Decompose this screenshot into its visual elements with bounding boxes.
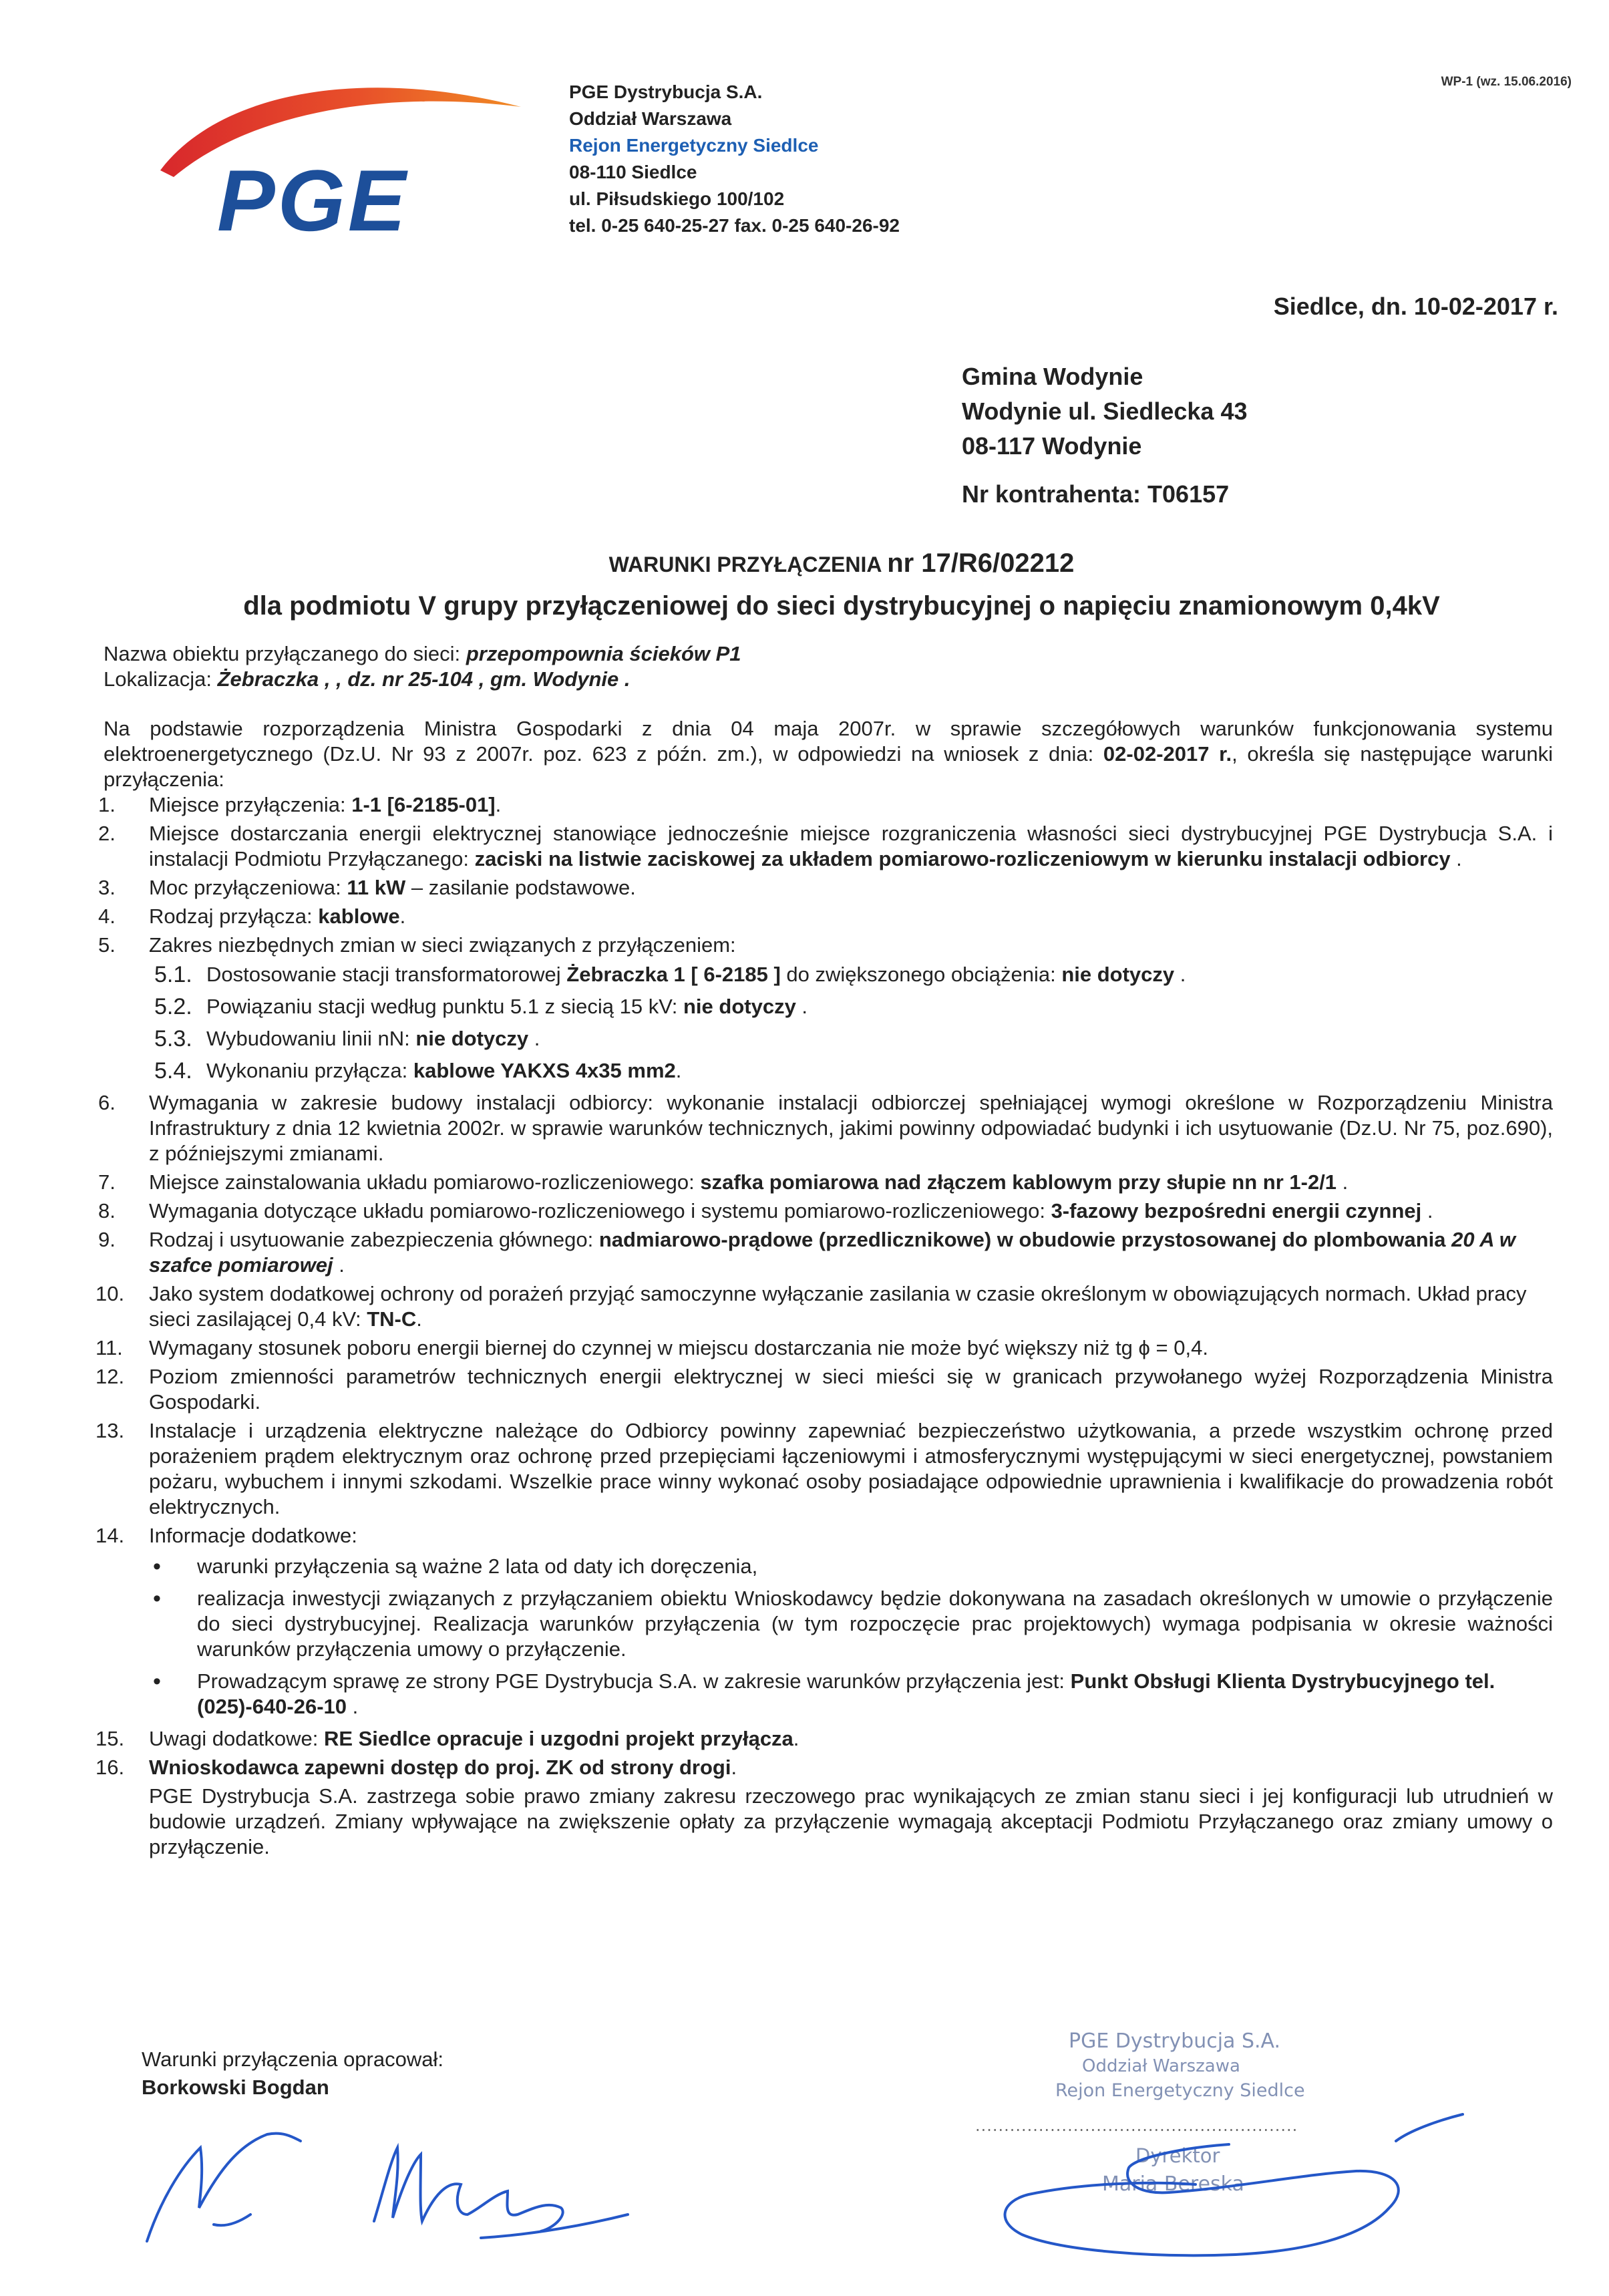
list-item: 10. Jako system dodatkowej ochrony od porażeń przyjąć samoczynne wyłączanie zasilania w czasie określonym w obowiązujących normach. Układ pracy sieci zasilającej 0,4 kV: TN-C. [96, 1282, 1527, 1331]
recipient-contractor: Nr kontrahenta: T06157 [962, 480, 1230, 508]
list-item: 15. Uwagi dodatkowe: RE Siedlce opracuje i uzgodni projekt przyłącza. [96, 1727, 799, 1750]
stamp-line: Maria Bereska [1102, 2172, 1244, 2196]
list-item: 5. Zakres niezbędnych zmian w sieci związanych z przyłączeniem: 5.1. Dostosowanie stacji transformatorowej Żebraczka 1 [ 6-2185 ] do zwiększonego obciążenia: nie dotyczy . 5.2. Powiązaniu stacji według punktu 5.1 z siecią 15 kV: nie dotyczy . 5.3. Wybudowaniu linii nN: nie dotyczy . 5.4. Wykonaniu przyłącza: kablowe YAKXS 4x35 mm2. [104, 933, 1553, 1084]
list-item: 2. Miejsce dostarczania energii elektrycznej stanowiące jednocześnie miejsce rozgraniczenia własności sieci dystrybucyjnej PGE Dystrybucja S.A. i instalacji Podmiotu Przyłączanego: zaciski na listwie zaciskowej za układem pomiarowo-rozliczeniowym w kierunku instalacji odbiorcy . [98, 822, 1553, 870]
stamp-line: Dyrektor [1135, 2144, 1220, 2167]
prepared-label: Warunki przyłączenia opracował: [142, 2047, 443, 2071]
bullet-item: • Prowadzącym sprawę ze strony PGE Dystrybucja S.A. w zakresie warunków przyłączenia jest: Punkt Obsługi Klienta Dystrybucyjnego tel. (025)-640-26-10 . [149, 1669, 1553, 1719]
intro-text: Na podstawie rozporządzenia Ministra Gospodarki z dnia 04 maja 2007r. w sprawie szczegółowych warunków funkcjonowania systemu elektroenergetycznego (Dz.U. Nr 93 z 2007r. poz. 623 z późn. zm.), w odpowiedzi na wniosek z dnia: [104, 717, 1553, 766]
logo-text: PGE [217, 152, 409, 249]
recipient-street: Wodynie ul. Siedlecka 43 [962, 397, 1248, 425]
list-item: 9. Rodzaj i usytuowanie zabezpieczenia głównego: nadmiarowo-prądowe (przedlicznikowe) w obudowie przystosowanej do plombowania 20 A w szafce pomiarowej . [98, 1228, 1516, 1277]
document-title [73, 542, 1609, 627]
list-item: 1. Miejsce przyłączenia: 1-1 [6-2185-01]. [98, 793, 502, 816]
sub-list [149, 962, 1553, 1084]
stamp-line: Oddział Warszawa [1082, 2056, 1240, 2076]
stamp-line: Rejon Energetyczny Siedlce [1055, 2080, 1305, 2101]
recipient-name: Gmina Wodynie [962, 363, 1143, 390]
sender-street: ul. Piłsudskiego 100/102 [569, 188, 785, 209]
sender-postal: 08-110 Siedlce [569, 162, 697, 182]
pge-logo [147, 70, 528, 257]
sender-address [569, 79, 900, 239]
final-note: PGE Dystrybucja S.A. zastrzega sobie prawo zmiany zakresu rzeczowego prac wynikających ze zmian stanu sieci i jej konfiguracji lub utrudnień w budowie urządzeń. Zmiany wpływające na zwiększenie opłaty za przyłączenie wymagają akceptacji Podmiotu Przyłączanego oraz zmiany umowy o przyłączenie. [149, 1784, 1553, 1858]
list-item: 7. Miejsce zainstalowania układu pomiarowo-rozliczeniowego: szafka pomiarowa nad złączem kablowym przy słupie nn nr 1-2/1 . [98, 1170, 1349, 1194]
intro-tail: , określa się następujące warunki przyłączenia: [104, 742, 1553, 791]
prepared-by [142, 2045, 443, 2102]
list-item: 13. Instalacje i urządzenia elektryczne należące do Odbiorcy powinny zapewniać bezpieczeństwo użytkowania, a przede wszystkim ochronę przed porażeniem prądem elektrycznym oraz ochronę przed przepięciami łączeniowymi i atmosferycznymi występującymi w sieci energetycznej, powstaniem pożaru, wybuchem i innymi szkodami. Wszelkie prace winny wykonać osoby posiadające odpowiednie uprawnienia i kwalifikacje do prowadzenia robót elektrycznych. [96, 1419, 1553, 1518]
recipient-postal: 08-117 Wodynie [962, 432, 1142, 460]
list-item: 4. Rodzaj przyłącza: kablowe. [98, 905, 406, 928]
stamp-dots: ........................................................ [975, 2116, 1298, 2135]
list-item: 11. Wymagany stosunek poboru energii biernej do czynnej w miejscu dostarczania nie może być większy niż tg ϕ = 0,4. [96, 1336, 1208, 1359]
sub-list-item: 5.3. Wybudowaniu linii nN: nie dotyczy . [154, 1026, 540, 1051]
intro-paragraph [104, 716, 1553, 792]
sub-list-item: 5.1. Dostosowanie stacji transformatorowej Żebraczka 1 [ 6-2185 ] do zwiększonego obciążenia: nie dotyczy . [154, 962, 1186, 987]
handwritten-signature-left [134, 2108, 641, 2248]
sender-branch: Oddział Warszawa [569, 108, 732, 129]
prepared-name: Borkowski Bogdan [142, 2076, 329, 2099]
bullet-item: • warunki przyłączenia są ważne 2 lata od daty ich doręczenia, [149, 1554, 1553, 1579]
info-bullets [149, 1554, 1553, 1719]
title-number: nr 17/R6/02212 [887, 548, 1075, 578]
object-info [104, 641, 1553, 692]
document-body [96, 641, 1553, 1860]
list-item: 14. Informacje dodatkowe: • warunki przyłączenia są ważne 2 lata od daty ich doręczenia, • realizacja inwestycji związanych z przyłączaniem obiektu Wnioskodawcy będzie dokonywana na zasadach określonych w umowie o przyłączenie do sieci dystrybucyjnej. Realizacja warunków przyłączenia (w tym rozpoczęcie prac projektowych) wymaga podpisania w okresie ważności warunków przyłączenia umowy o przyłączenie. • Prowadzącym sprawę ze strony PGE Dystrybucja S.A. w zakresie warunków przyłączenia jest: Punkt Obsługi Klienta Dystrybucyjnego tel. (025)-640-26-10 . [104, 1523, 1553, 1719]
sub-list-item: 5.4. Wykonaniu przyłącza: kablowe YAKXS 4x35 mm2. [154, 1058, 682, 1084]
title-prefix: WARUNKI PRZYŁĄCZENIA [608, 552, 882, 577]
object-location-label: Lokalizacja: [104, 667, 212, 691]
title-subtitle: dla podmiotu V grupy przyłączeniowej do sieci dystrybucyjnej o napięciu znamionowym 0,4kV [243, 591, 1440, 621]
sender-phone: tel. 0-25 640-25-27 fax. 0-25 640-26-92 [569, 215, 900, 236]
intro-date: 02-02-2017 r. [1103, 742, 1232, 766]
list-item: 12. Poziom zmienności parametrów technicznych energii elektrycznej w sieci mieści się w granicach przywołanego wyżej Rozporządzenia Ministra Gospodarki. [96, 1365, 1553, 1414]
list-item: 8. Wymagania dotyczące układu pomiarowo-rozliczeniowego i systemu pomiarowo-rozliczeniowego: 3-fazowy bezpośredni energii czynnej . [98, 1199, 1433, 1222]
stamp-line: PGE Dystrybucja S.A. [1069, 2029, 1281, 2053]
recipient-address [962, 359, 1248, 512]
object-location-value: Żebraczka , , dz. nr 25-104 , gm. Wodynie . [217, 667, 631, 691]
sender-region: Rejon Energetyczny Siedlce [569, 135, 819, 156]
bullet-item: • realizacja inwestycji związanych z przyłączaniem obiektu Wnioskodawcy będzie dokonywana na zasadach określonych w umowie o przyłączenie do sieci dystrybucyjnej. Realizacja warunków przyłączenia (w tym rozpoczęcie prac projektowych) wymaga podpisania w okresie ważności warunków przyłączenia umowy o przyłączenie. [149, 1586, 1553, 1662]
object-name-value: przepompownia ścieków P1 [466, 642, 741, 665]
object-name-label: Nazwa obiektu przyłączanego do sieci: [104, 642, 461, 665]
place-date: Siedlce, dn. 10-02-2017 r. [1273, 293, 1558, 320]
list-item: 16. Wnioskodawca zapewni dostęp do proj. ZK od strony drogi. [96, 1756, 737, 1779]
sender-company: PGE Dystrybucja S.A. [569, 81, 763, 102]
form-code: WP-1 (wz. 15.06.2016) [1441, 75, 1572, 89]
handwritten-signature-right [928, 2051, 1503, 2265]
sub-list-item: 5.2. Powiązaniu stacji według punktu 5.1 z siecią 15 kV: nie dotyczy . [154, 994, 808, 1019]
list-item: 3. Moc przyłączeniowa: 11 kW – zasilanie podstawowe. [98, 876, 636, 899]
list-item: 6. Wymagania w zakresie budowy instalacji odbiorcy: wykonanie instalacji odbiorczej spełniającej wymogi określone w Rozporządzeniu Ministra Infrastruktury z dnia 12 kwietnia 2002r. w sprawie warunków technicznych, jakimi powinny odpowiadać budynki i ich usytuowanie (Dz.U. Nr 75, poz.690), z późniejszymi zmianami. [98, 1091, 1553, 1165]
conditions-list [96, 792, 1553, 1780]
